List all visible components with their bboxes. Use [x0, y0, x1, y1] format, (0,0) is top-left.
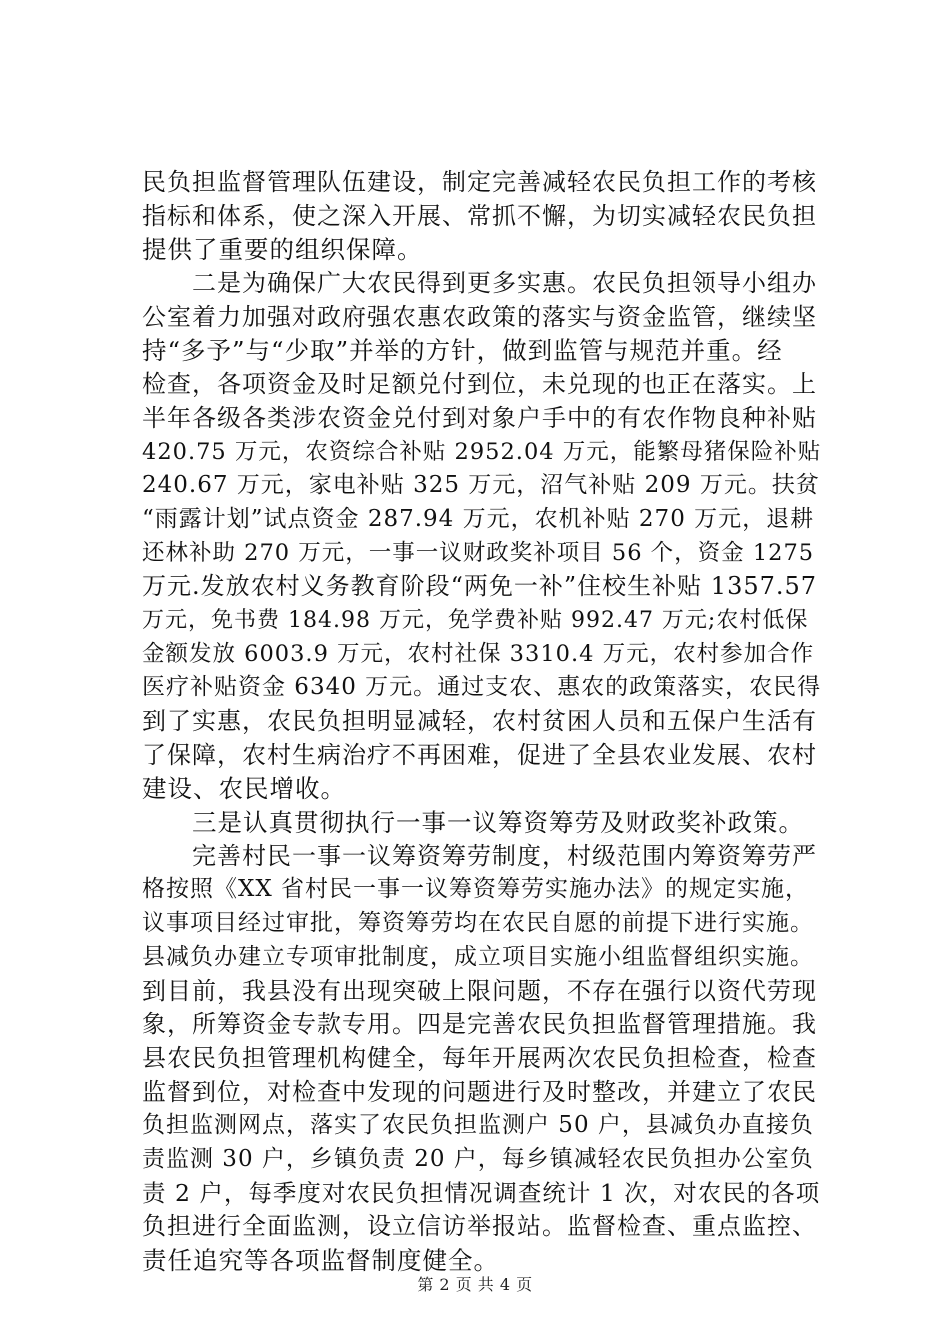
- document-body: [142, 166, 822, 1278]
- text-line: 半年各级各类涉农资金兑付到对象户手中的有农作物良种补贴: [142, 403, 817, 432]
- text-line: 到了实惠，农民负担明显减轻，农村贫困人员和五保户生活有: [142, 707, 817, 735]
- text-line: 提供了重要的组织保障。: [142, 235, 423, 265]
- text-line: 象，所筹资金专款专用。四是完善农民负担监督管理措施。我: [142, 1010, 817, 1039]
- text-line: 民负担监督管理队伍建设，制定完善减轻农民负担工作的考核: [142, 168, 817, 196]
- text-line: 责 2 户，每季度对农民负担情况调查统计 1 次，对农民的各项: [142, 1178, 821, 1207]
- text-line: 检查，各项资金及时足额兑付到位，未兑现的也正在落实。上: [142, 370, 817, 399]
- text-line: 还林补助 270 万元，一事一议财政奖补项目 56 个，资金 1275: [142, 539, 815, 566]
- text-line: 240.67 万元，家电补贴 325 万元，沼气补贴 209 万元。扶贫: [142, 472, 820, 499]
- text-line: 格按照《XX 省村民一事一议筹资筹劳实施办法》的规定实施，: [142, 876, 810, 903]
- text-line: 到目前，我县没有出现突破上限问题，不存在强行以资代劳现: [142, 976, 817, 1005]
- text-line: 二是为确保广大农民得到更多实惠。农民负担领导小组办: [192, 269, 817, 298]
- text-line: 议事项目经过审批，筹资筹劳均在农民自愿的前提下进行实施。: [142, 910, 814, 937]
- text-line: 金额发放 6003.9 万元，农村社保 3310.4 万元，农村参加合作: [142, 640, 815, 667]
- text-line: 负担监测网点，落实了农民负担监测户 50 户，县减负办直接负: [142, 1112, 814, 1139]
- text-line: 420.75 万元，农资综合补贴 2952.04 万元，能繁母猪保险补贴: [142, 438, 822, 465]
- text-line: 万元，免书费 184.98 万元，免学费补贴 992.47 万元;农村低保: [142, 607, 809, 633]
- text-line: 监督到位，对检查中发现的问题进行及时整改，并建立了农民: [142, 1077, 817, 1106]
- text-line: 完善村民一事一议筹资筹劳制度，村级范围内筹资筹劳严: [192, 841, 817, 870]
- text-line: 万元.发放农村义务教育阶段“两免一补”住校生补贴 1357.57: [142, 572, 818, 601]
- text-line: 责任追究等各项监督制度健全。: [142, 1246, 499, 1275]
- text-line: 建设、农民增收。: [142, 774, 346, 804]
- text-line: 持“多予”与“少取”并举的方针，做到监管与规范并重。经: [142, 336, 783, 366]
- text-line: 指标和体系，使之深入开展、常抓不懈，为切实减轻农民负担: [142, 201, 817, 230]
- text-line: “雨露计划”试点资金 287.94 万元，农机补贴 270 万元，退耕: [142, 505, 815, 532]
- text-line: 医疗补贴资金 6340 万元。通过支农、惠农的政策落实，农民得: [142, 674, 822, 701]
- text-line: 责监测 30 户，乡镇负责 20 户，每乡镇减轻农民负担办公室负: [142, 1145, 814, 1172]
- text-line: 三是认真贯彻执行一事一议筹资筹劳及财政奖补政策。: [192, 808, 804, 838]
- text-line: 了保障，农村生病治疗不再困难，促进了全县农业发展、农村: [142, 740, 817, 769]
- text-line: 负担进行全面监测，设立信访举报站。监督检查、重点监控、: [142, 1212, 817, 1241]
- text-line: 县农民负担管理机构健全，每年开展两次农民负担检查，检查: [142, 1043, 817, 1072]
- text-line: 公室着力加强对政府强农惠农政策的落实与资金监管，继续坚: [142, 302, 817, 331]
- text-line: 县减负办建立专项审批制度，成立项目实施小组监督组织实施。: [142, 943, 814, 970]
- page-footer: 第 2 页 共 4 页: [417, 1275, 533, 1294]
